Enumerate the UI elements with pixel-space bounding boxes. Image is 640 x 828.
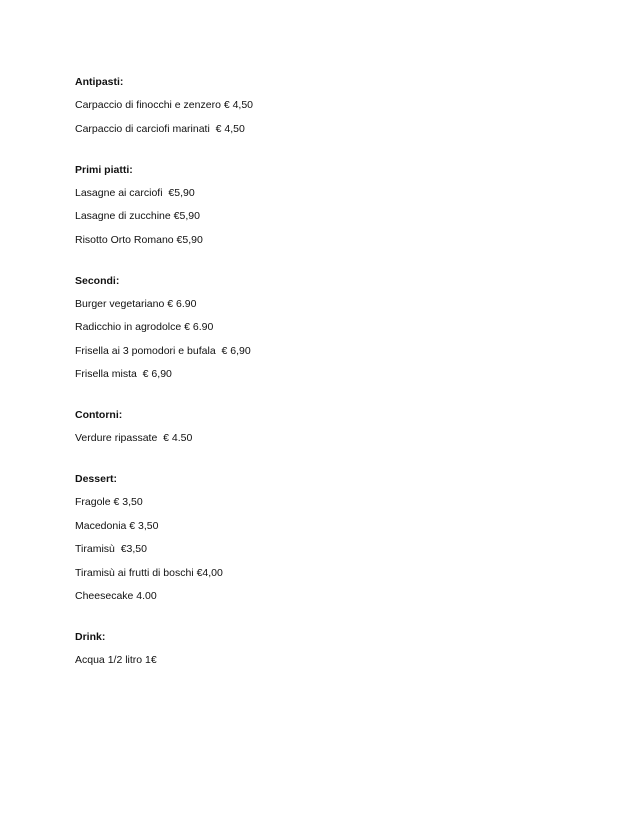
- menu-item: Acqua 1/2 litro 1€: [75, 654, 157, 666]
- menu-item: Frisella ai 3 pomodori e bufala € 6,90: [75, 344, 251, 357]
- section-heading: Drink:: [75, 631, 106, 643]
- section-secondi: [75, 273, 575, 384]
- section-antipasti: [75, 74, 575, 138]
- menu-item: Radicchio in agrodolce € 6.90: [75, 321, 214, 333]
- menu-document: [75, 74, 575, 669]
- menu-item: Burger vegetariano € 6.90: [75, 297, 197, 310]
- section-dessert: [75, 471, 575, 605]
- menu-item: Frisella mista € 6,90: [75, 368, 172, 380]
- section-heading: Antipasti:: [75, 76, 124, 88]
- section-heading: Secondi:: [75, 274, 120, 287]
- menu-item: Lasagne ai carciofi €5,90: [75, 186, 195, 199]
- menu-item: Carpaccio di carciofi marinati € 4,50: [75, 122, 245, 135]
- menu-item: Tiramisù €3,50: [75, 543, 147, 555]
- menu-item: Risotto Orto Romano €5,90: [75, 233, 203, 246]
- menu-item: Fragole € 3,50: [75, 496, 143, 508]
- section-primi-piatti: [75, 162, 575, 249]
- menu-item: Cheesecake 4.00: [75, 590, 157, 602]
- section-drink: [75, 629, 575, 669]
- menu-item: Macedonia € 3,50: [75, 519, 159, 532]
- menu-item: Tiramisù ai frutti di boschi €4,00: [75, 566, 223, 579]
- section-heading: Contorni:: [75, 409, 123, 421]
- menu-item: Verdure ripassate € 4.50: [75, 432, 193, 444]
- section-heading: Dessert:: [75, 473, 118, 485]
- section-heading: Primi piatti:: [75, 163, 133, 176]
- menu-item: Carpaccio di finocchi e zenzero € 4,50: [75, 99, 254, 111]
- menu-item: Lasagne di zucchine €5,90: [75, 210, 200, 222]
- section-contorni: [75, 407, 575, 447]
